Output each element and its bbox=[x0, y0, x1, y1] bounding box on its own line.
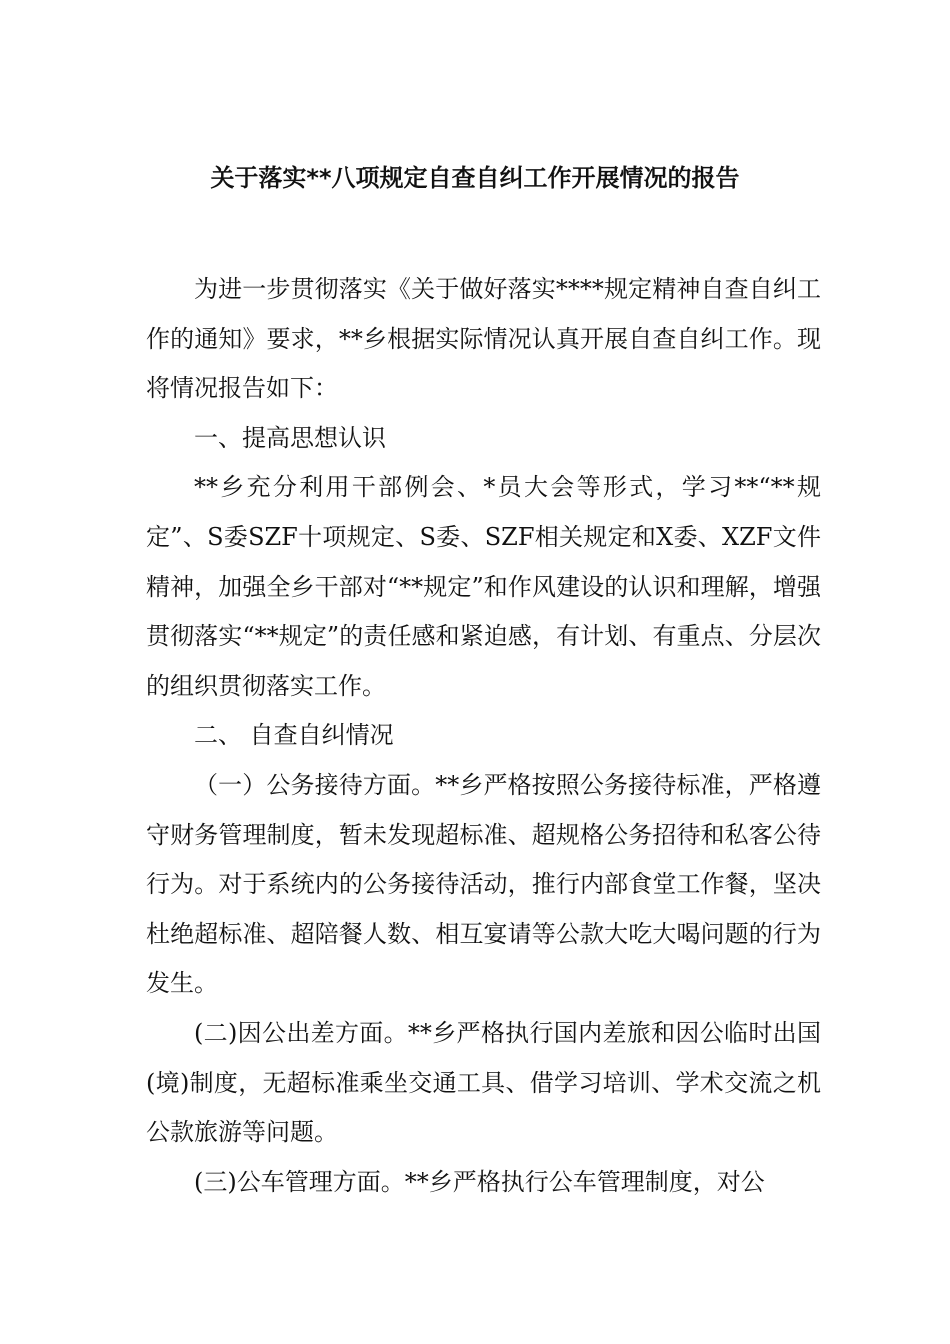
document-body bbox=[146, 265, 821, 1207]
document-title: 关于落实**八项规定自查自纠工作开展情况的报告 bbox=[210, 164, 740, 192]
paragraph-business-travel: (二)因公出差方面。**乡严格执行国内差旅和因公临时出国(境)制度，无超标准乘坐交通工具、借学习培训、学术交流之机公款旅游等问题。 bbox=[146, 1018, 821, 1147]
section-heading-1: 一、提高思想认识 bbox=[194, 423, 386, 452]
paragraph-official-reception: （一）公务接待方面。**乡严格按照公务接待标准，严格遵守财务管理制度，暂未发现超标准、超规格公务招待和私客公待行为。对于系统内的公务接待活动，推行内部食堂工作餐，坚决杜绝超标准、超陪餐人数、相互宴请等公款大吃大喝问题的行为发生。 bbox=[146, 770, 821, 998]
paragraph-section-1: **乡充分利用干部例会、*员大会等形式，学习**“**规定”、S委SZF十项规定、S委、SZF相关规定和X委、XZF文件精神，加强全乡干部对“**规定”和作风建设的认识和理解，增强贯彻落实“**规定”的责任感和紧迫感，有计划、有重点、分层次的组织贯彻落实工作。 bbox=[146, 473, 821, 700]
paragraph-intro: 为进一步贯彻落实《关于做好落实****规定精神自查自纠工作的通知》要求，**乡根据实际情况认真开展自查自纠工作。现将情况报告如下： bbox=[146, 275, 821, 403]
section-heading-2: 二、 自查自纠情况 bbox=[194, 721, 394, 750]
paragraph-vehicle-management: (三)公车管理方面。**乡严格执行公车管理制度，对公 bbox=[194, 1167, 765, 1196]
